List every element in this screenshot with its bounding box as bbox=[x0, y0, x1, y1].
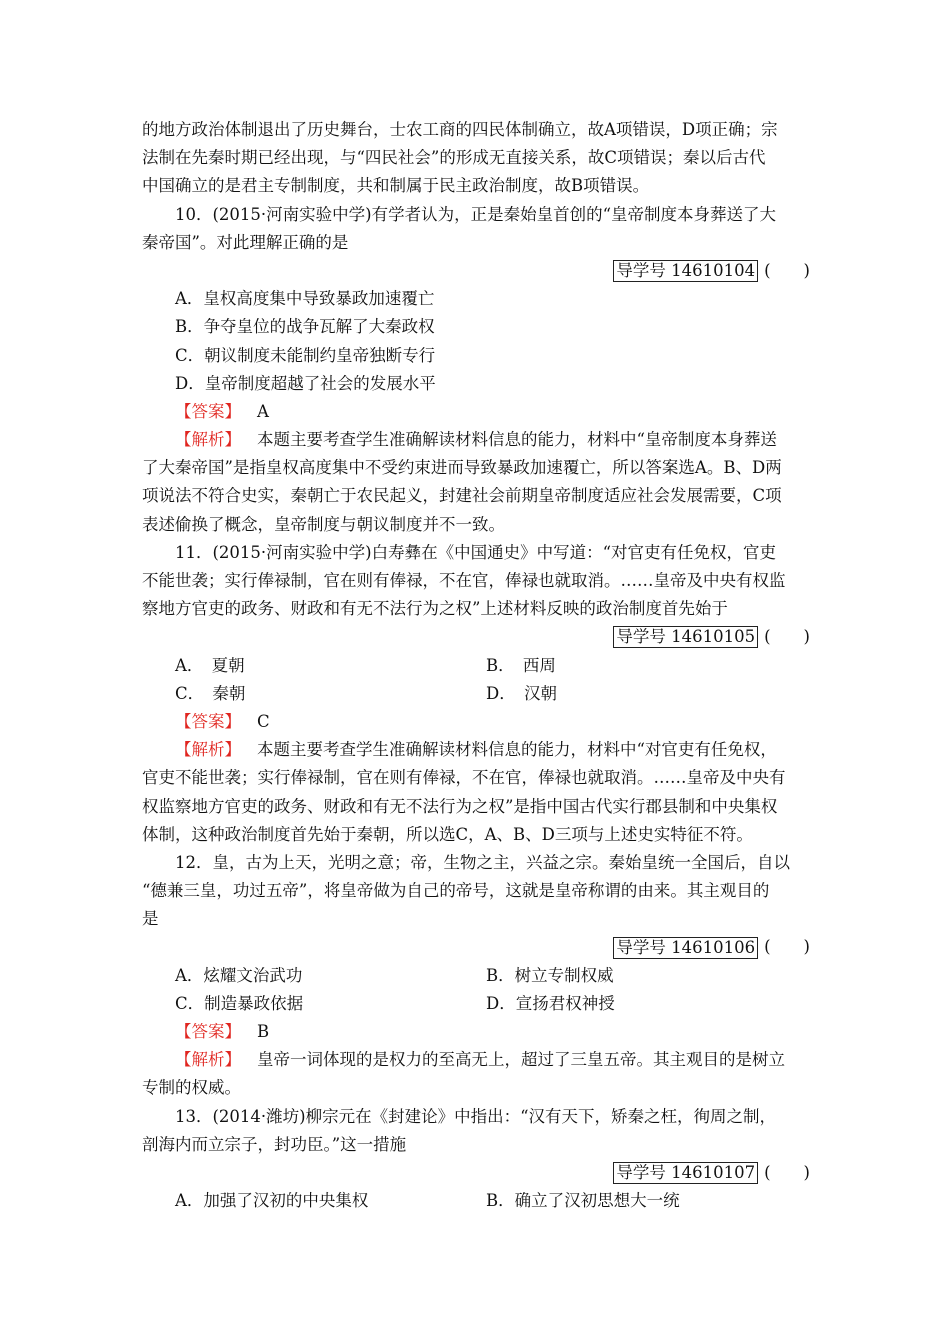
analysis-text: 专制的权威。 bbox=[142, 1078, 241, 1098]
text-line: 中国确立的是君主专制制度，共和制属于民主政治制度，故B项错误。 bbox=[142, 176, 650, 196]
analysis-text: 表述偷换了概念，皇帝制度与朝议制度并不一致。 bbox=[142, 514, 505, 534]
question-stem: “德兼三皇，功过五帝”，将皇帝做为自己的帝号，这就是皇帝称谓的由来。其主观目的 bbox=[142, 881, 770, 901]
question-stem: 12．皇，古为上天，光明之意；帝，生物之主，兴益之宗。秦始皇统一全国后，自以 bbox=[175, 852, 790, 872]
text-line: 的地方政治体制退出了历史舞台，士农工商的四民体制确立，故A项错误，D项正确；宗 bbox=[142, 120, 778, 139]
analysis-label: 【解析】 bbox=[175, 740, 241, 760]
option-d: D． 汉朝 bbox=[486, 683, 557, 703]
reference-row bbox=[142, 623, 810, 651]
answer-value: B bbox=[257, 1022, 270, 1041]
analysis-text: 项说法不符合史实，秦朝亡于农民起义，封建社会前期皇帝制度适应社会发展需要，C项 bbox=[142, 486, 782, 506]
option-c: C． 秦朝 bbox=[175, 683, 246, 703]
reference-number-box: 导学号 14610104 bbox=[613, 260, 758, 282]
option-a: A．加强了汉初的中央集权 bbox=[175, 1191, 369, 1211]
option-b: B．树立专制权威 bbox=[486, 965, 614, 985]
option-row bbox=[142, 962, 810, 990]
answer-value: C bbox=[257, 711, 270, 731]
question-stem: 剖海内而立宗子，封功臣。”这一措施 bbox=[142, 1134, 407, 1154]
reference-number-box: 导学号 14610107 bbox=[613, 1162, 758, 1184]
question-11 bbox=[142, 539, 810, 849]
answer-blank: ( ) bbox=[764, 937, 810, 957]
analysis-label: 【解析】 bbox=[175, 1050, 241, 1070]
question-stem: 不能世袭；实行俸禄制，官在则有俸禄，不在官，俸禄也就取消。……皇帝及中央有权监 bbox=[142, 571, 786, 590]
analysis-label: 【解析】 bbox=[175, 430, 241, 450]
option-c: C．朝议制度未能制约皇帝独断专行 bbox=[175, 345, 436, 365]
answer-label: 【答案】 bbox=[175, 711, 241, 731]
analysis-text: 官吏不能世袭；实行俸禄制，官在则有俸禄，不在官，俸禄也就取消。……皇帝及中央有 bbox=[142, 768, 786, 788]
question-stem: 10．(2015·河南实验中学)有学者认为，正是秦始皇首创的“皇帝制度本身葬送了大 bbox=[175, 204, 777, 224]
analysis-line bbox=[142, 736, 810, 764]
option-b: B．确立了汉初思想大一统 bbox=[486, 1191, 680, 1211]
option-row bbox=[142, 1187, 810, 1215]
answer-line bbox=[142, 1018, 810, 1046]
option-b: B．争夺皇位的战争瓦解了大秦政权 bbox=[175, 317, 435, 337]
intro-paragraph bbox=[142, 116, 810, 201]
analysis-text: 权监察地方官吏的政务、财政和有无不法行为之权”是指中国古代实行郡县制和中央集权 bbox=[142, 796, 778, 816]
question-stem: 13．(2014·潍坊)柳宗元在《封建论》中指出：“汉有天下，矫秦之枉，徇周之制， bbox=[175, 1106, 777, 1126]
answer-label: 【答案】 bbox=[175, 1022, 241, 1041]
option-a: A． 夏朝 bbox=[175, 655, 245, 675]
question-13 bbox=[142, 1103, 810, 1216]
option-row bbox=[142, 680, 810, 708]
question-12 bbox=[142, 849, 810, 1103]
question-stem: 是 bbox=[142, 909, 159, 929]
answer-line bbox=[142, 708, 810, 736]
question-stem: 11．(2015·河南实验中学)白寿彝在《中国通史》中写道：“对官吏有任免权，官吏 bbox=[175, 542, 777, 562]
option-c: C．制造暴政依据 bbox=[175, 993, 304, 1013]
option-a: A．皇权高度集中导致暴政加速覆亡 bbox=[175, 289, 435, 309]
question-10 bbox=[142, 201, 810, 539]
document-page bbox=[142, 116, 810, 1215]
option-row bbox=[142, 652, 810, 680]
text-line: 法制在先秦时期已经出现，与“四民社会”的形成无直接关系，故C项错误；秦以后古代 bbox=[142, 148, 766, 168]
option-row bbox=[142, 990, 810, 1018]
answer-blank: ( ) bbox=[764, 627, 810, 647]
reference-row bbox=[142, 1159, 810, 1187]
option-d: D．皇帝制度超越了社会的发展水平 bbox=[175, 373, 436, 393]
option-b: B． 西周 bbox=[486, 655, 556, 675]
analysis-text: 体制，这种政治制度首先始于秦朝，所以选C，A、B、D三项与上述史实特征不符。 bbox=[142, 824, 753, 844]
reference-number-box: 导学号 14610105 bbox=[613, 626, 758, 648]
question-stem: 察地方官吏的政务、财政和有无不法行为之权”上述材料反映的政治制度首先始于 bbox=[142, 599, 728, 619]
question-stem: 秦帝国”。对此理解正确的是 bbox=[142, 232, 349, 252]
analysis-text: 了大秦帝国”是指皇权高度集中不受约束进而导致暴政加速覆亡，所以答案选A。B、D两 bbox=[142, 458, 782, 478]
analysis-line bbox=[142, 426, 810, 454]
reference-row bbox=[142, 257, 810, 285]
analysis-line bbox=[142, 1046, 810, 1074]
reference-row bbox=[142, 933, 810, 961]
answer-line bbox=[142, 398, 810, 426]
reference-number-box: 导学号 14610106 bbox=[613, 937, 758, 959]
option-a: A．炫耀文治武功 bbox=[175, 965, 303, 985]
answer-label: 【答案】 bbox=[175, 401, 241, 421]
answer-blank: ( ) bbox=[764, 1162, 810, 1182]
analysis-text: 本题主要考查学生准确解读材料信息的能力，材料中“对官吏有任免权， bbox=[257, 740, 777, 760]
analysis-text: 本题主要考查学生准确解读材料信息的能力，材料中“皇帝制度本身葬送 bbox=[257, 430, 777, 450]
answer-blank: ( ) bbox=[764, 260, 810, 280]
option-d: D．宣扬君权神授 bbox=[486, 993, 615, 1013]
answer-value: A bbox=[257, 401, 269, 421]
analysis-text: 皇帝一词体现的是权力的至高无上，超过了三皇五帝。其主观目的是树立 bbox=[257, 1050, 785, 1070]
